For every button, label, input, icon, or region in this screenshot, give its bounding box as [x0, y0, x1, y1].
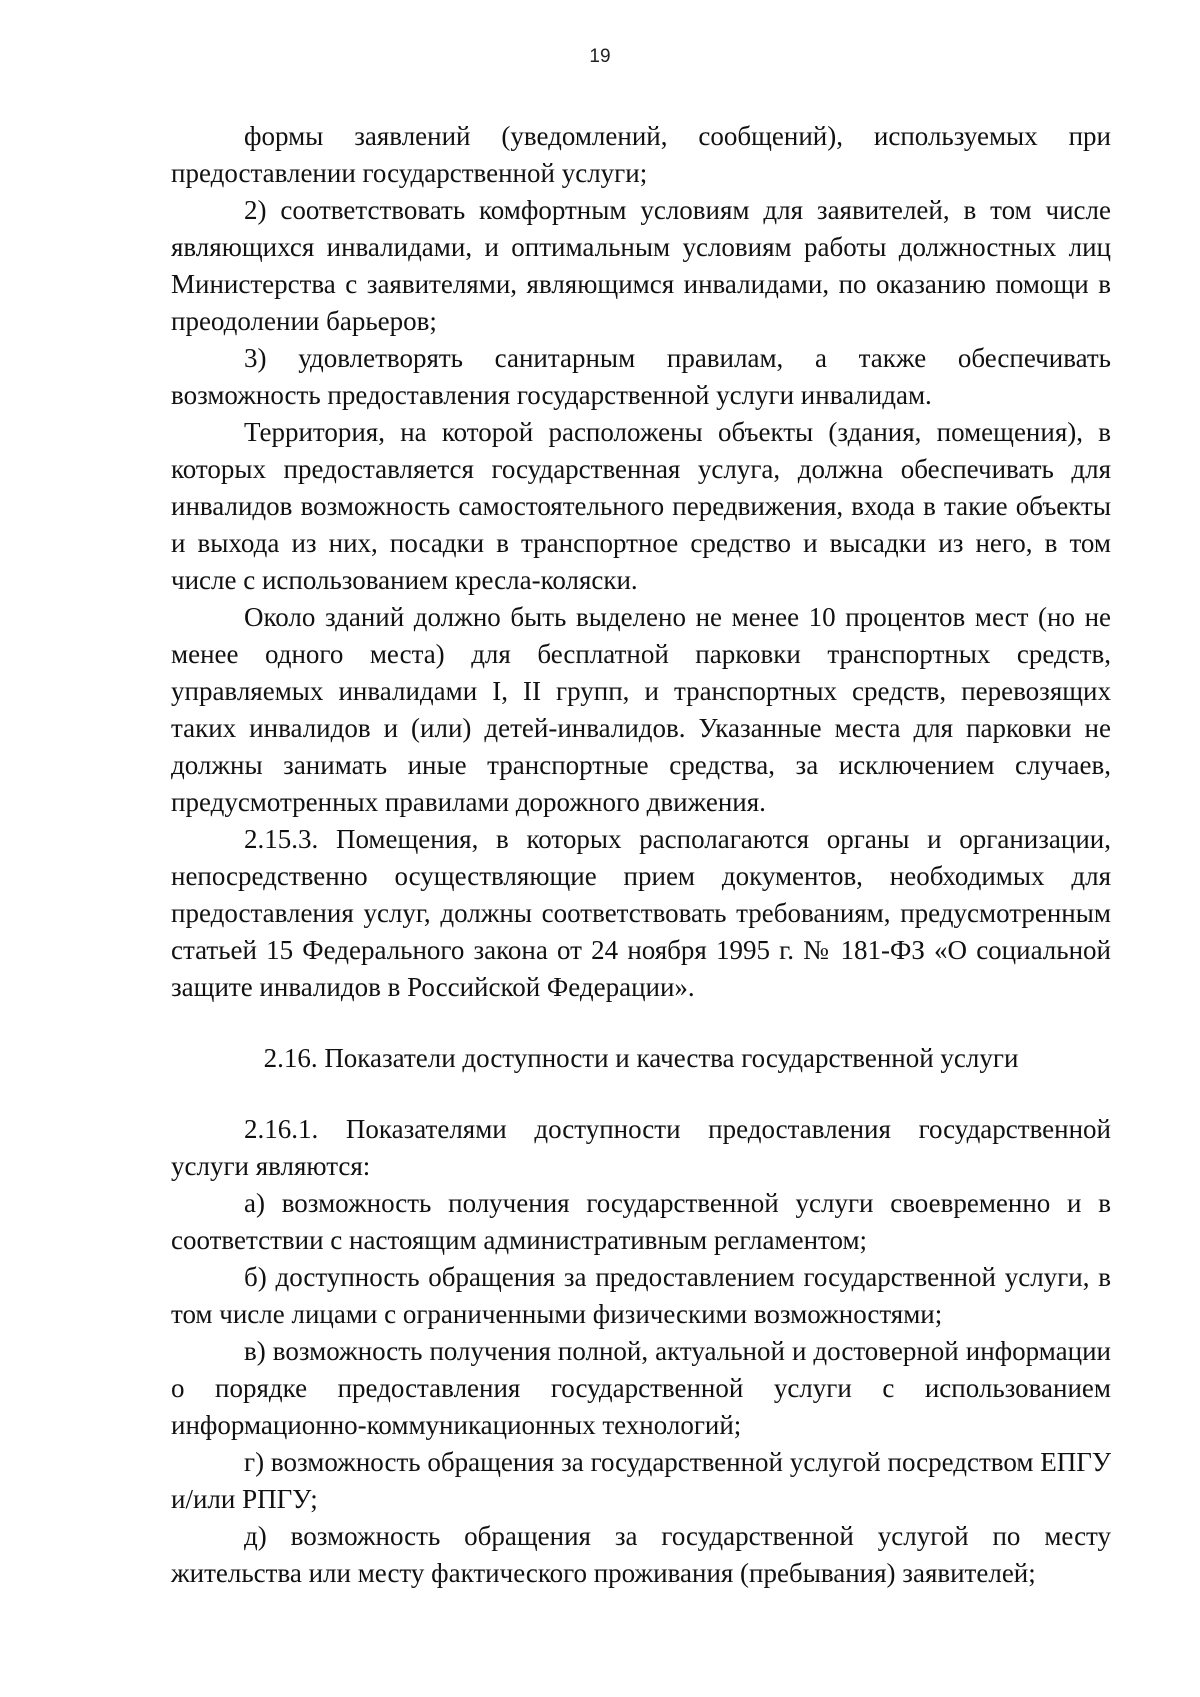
- paragraph: 2.15.3. Помещения, в которых располагаются органы и организации, непосредственно осуществляющие прием документов, необходимых для предоставления услуг, должны соответствовать требованиям, предусмотренным статьей 15 Федерального закона от 24 ноября 1995 г. № 181-ФЗ «О социальной защите инвалидов в Российской Федерации».: [171, 824, 1111, 1002]
- paragraph: Около зданий должно быть выделено не менее 10 процентов мест (но не менее одного места) для бесплатной парковки транспортных средств, управляемых инвалидами I, II групп, и транспортных средств, перевозящих таких инвалидов и (или) детей-инвалидов. Указанные места для парковки не должны занимать иные транспортные средства, за исключением случаев, предусмотренных правилами дорожного движения.: [171, 602, 1111, 817]
- document-body: [171, 118, 1111, 1592]
- paragraph: г) возможность обращения за государственной услугой посредством ЕПГУ и/или РПГУ;: [171, 1447, 1111, 1514]
- paragraph: д) возможность обращения за государственной услугой по месту жительства или месту фактического проживания (пребывания) заявителей;: [171, 1521, 1111, 1588]
- paragraph: б) доступность обращения за предоставлением государственной услуги, в том числе лицами с ограниченными физическими возможностями;: [171, 1262, 1111, 1329]
- paragraph: формы заявлений (уведомлений, сообщений), используемых при предоставлении государственной услуги;: [171, 121, 1111, 188]
- paragraph: а) возможность получения государственной услуги своевременно и в соответствии с настоящим административным регламентом;: [171, 1188, 1111, 1255]
- paragraph: 2) соответствовать комфортным условиям для заявителей, в том числе являющихся инвалидами, и оптимальным условиям работы должностных лиц Министерства с заявителями, являющимся инвалидами, по оказанию помощи в преодолении барьеров;: [171, 195, 1111, 336]
- paragraph: 2.16.1. Показателями доступности предоставления государственной услуги являются:: [171, 1114, 1111, 1181]
- page-number: 19: [589, 46, 611, 67]
- paragraph: 3) удовлетворять санитарным правилам, а также обеспечивать возможность предоставления государственной услуги инвалидам.: [171, 343, 1111, 410]
- section-heading: 2.16. Показатели доступности и качества государственной услуги: [263, 1043, 1019, 1073]
- paragraph: в) возможность получения полной, актуальной и достоверной информации о порядке предоставления государственной услуги с использованием информационно-коммуникационных технологий;: [171, 1336, 1111, 1440]
- paragraph: Территория, на которой расположены объекты (здания, помещения), в которых предоставляется государственная услуга, должна обеспечивать для инвалидов возможность самостоятельного передвижения, входа в такие объекты и выхода из них, посадки в транспортное средство и высадки из него, в том числе с использованием кресла-коляски.: [171, 417, 1111, 595]
